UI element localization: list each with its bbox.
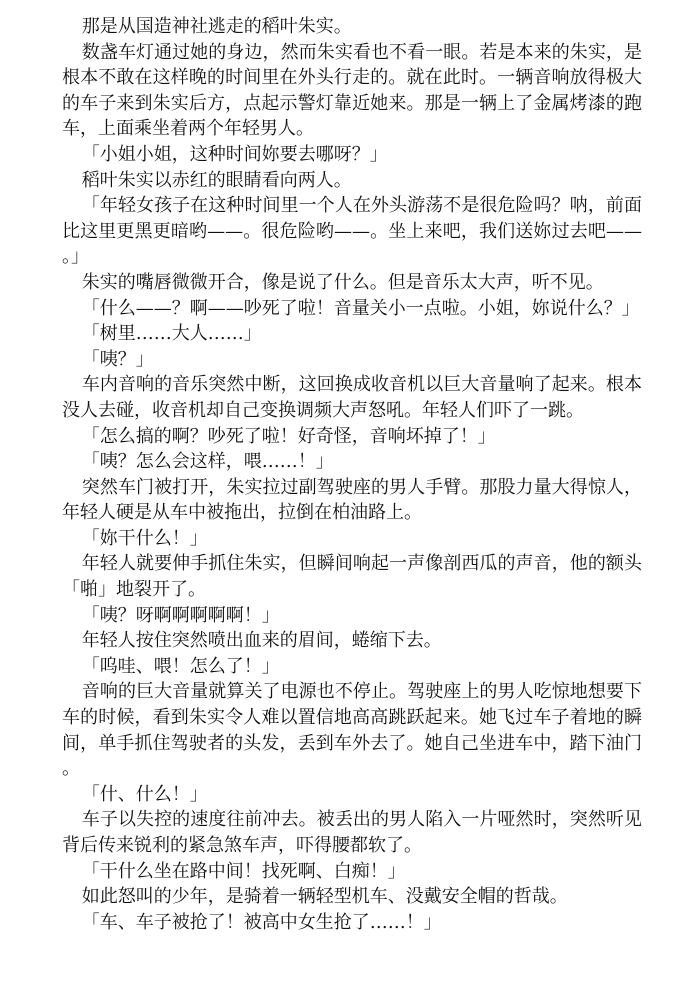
dialogue-line: 「怎么搞的啊？吵死了啦！好奇怪，音响坏掉了！」 (81, 425, 496, 447)
dialogue-line: 「小姐小姐，这种时间妳要去哪呀？」 (81, 143, 388, 165)
paragraph: 那是从国造神社逃走的稻叶朱实。 (81, 16, 352, 37)
paragraph: 朱实的嘴唇微微开合，像是说了什么。但是音乐太大声，听不见。 (81, 271, 604, 293)
paragraph: 车子以失控的速度往前冲去。被丢出的男人陷入一片哑然时，突然听见背后传来锐利的紧急煞车声，吓得腰都软了。 (62, 809, 642, 856)
dialogue-line: 「什、什么！」 (81, 783, 208, 805)
dialogue-line: 「树里……大人……」 (81, 323, 262, 345)
paragraph: 年轻人按住突然喷出血来的眉间，蜷缩下去。 (81, 630, 442, 652)
dialogue-line: 「呜哇、喂！怎么了！」 (81, 655, 280, 677)
dialogue-line: 「干什么坐在路中间！找死啊、白痴！」 (81, 860, 406, 882)
paragraph: 音响的巨大音量就算关了电源也不停止。驾驶座上的男人吃惊地想要下车的时候，看到朱实令人难以置信地高高跳跃起来。她飞过车子着地的瞬间，单手抓住驾驶者的头发，丢到车外去了。她自己坐进车中，踏下油门。 (62, 681, 642, 780)
dialogue-line: 「妳干什么！」 (81, 527, 208, 549)
paragraph: 车内音响的音乐突然中断，这回换成收音机以巨大音量响了起来。根本没人去碰，收音机却自己变换调频大声怒吼。年轻人们吓了一跳。 (62, 374, 642, 421)
paragraph: 如此怒叫的少年，是骑着一辆轻型机车、没戴安全帽的哲哉。 (81, 886, 568, 908)
dialogue-line: 「咦？呀啊啊啊啊啊！」 (81, 604, 280, 626)
page-body (62, 14, 642, 935)
paragraph: 稻叶朱实以赤红的眼睛看向两人。 (81, 169, 352, 191)
dialogue-line: 「什么——？啊——吵死了啦！音量关小一点啦。小姐，妳说什么？」 (81, 297, 640, 319)
dialogue-line: 「咦？怎么会这样，喂……！」 (81, 451, 334, 473)
dialogue-line: 「年轻女孩子在这种时间里一个人在外头游荡不是很危险吗？呐，前面比这里更黑更暗哟——。很危险哟——。坐上来吧，我们送妳过去吧——。」 (62, 195, 642, 268)
paragraph: 数盏车灯通过她的身边，然而朱实看也不看一眼。若是本来的朱实，是根本不敢在这样晚的时间里在外头行走的。就在此时。一辆音响放得极大的车子来到朱实后方，点起示警灯靠近她来。那是一辆上了金属烤漆的跑车，上面乘坐着两个年轻男人。 (62, 41, 642, 140)
paragraph: 年轻人就要伸手抓住朱实，但瞬间响起一声像剖西瓜的声音，他的额头「啪」地裂开了。 (62, 553, 642, 601)
dialogue-line: 「车、车子被抢了！被高中女生抢了……！」 (81, 911, 442, 933)
dialogue-line: 「咦？」 (81, 348, 154, 370)
paragraph: 突然车门被打开，朱实拉过副驾驶座的男人手臂。那股力量大得惊人，年轻人硬是从车中被拖出，拉倒在柏油路上。 (62, 476, 642, 524)
